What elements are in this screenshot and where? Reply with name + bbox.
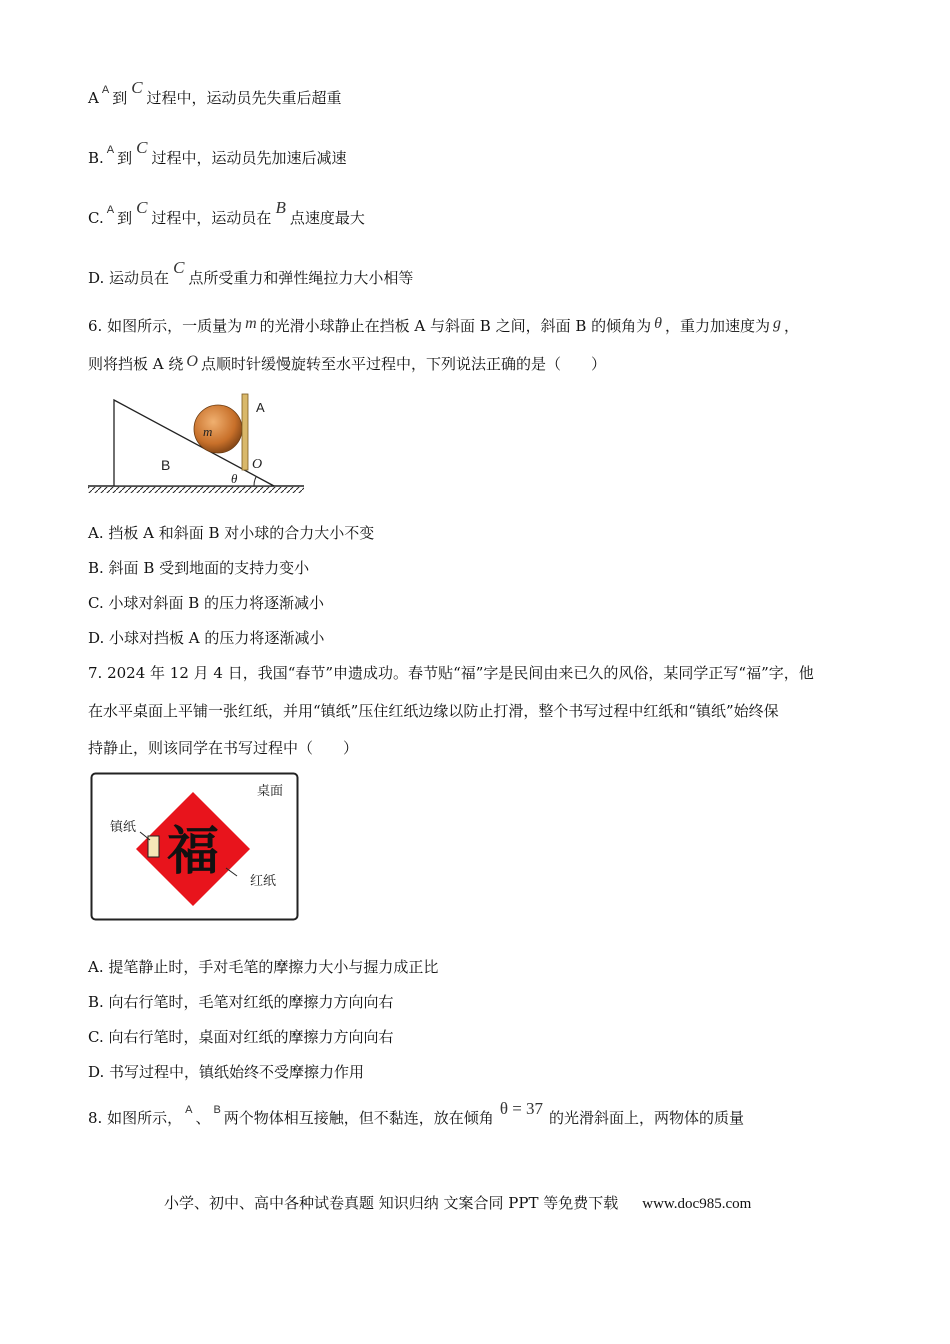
paperweight-label: 镇纸: [110, 820, 137, 835]
q5-option-d: D. 运动员在C点所受重力和弹性绳拉力大小相等: [88, 258, 414, 287]
var-c: C: [136, 138, 148, 157]
q6-option-d: D. 小球对挡板 A 的压力将逐渐减小: [88, 629, 325, 647]
var-c: C: [136, 198, 148, 217]
var-b: B: [213, 1104, 221, 1116]
q7-option-d: D. 书写过程中，镇纸始终不受摩擦力作用: [88, 1063, 365, 1081]
pivot-label-o: O: [252, 457, 263, 472]
var-a: A: [106, 144, 115, 156]
q5-option-c: C. $^A$ 到C过程中，运动员在B点速度最大: [88, 198, 365, 227]
var-a: A: [101, 84, 110, 96]
q7-option-b: B. 向右行笔时，毛笔对红纸的摩擦力方向向右: [88, 993, 394, 1011]
q7-option-a: A. 提笔静止时，手对毛笔的摩擦力大小与握力成正比: [88, 958, 439, 976]
board-a: [242, 394, 248, 470]
q6-option-b: B. 斜面 B 受到地面的支持力变小: [88, 559, 310, 577]
q6-stem-line2: 则将挡板 A 绕 O 点顺时针缓慢旋转至水平过程中，下列说法正确的是（ ）: [88, 353, 606, 373]
page-footer: 小学、初中、高中各种试卷真题 知识归纳 文案合同 PPT 等免费下载 www.doc985.com: [164, 1194, 752, 1212]
ball: [194, 405, 242, 453]
red-paper-label: 红纸: [250, 874, 277, 889]
var-c: C: [131, 78, 143, 97]
q7-stem-line1: 7. 2024 年 12 月 4 日，我国“春节”申遗成功。春节贴“福”字是民间由来已久的风俗，某同学正写“福”字，他: [88, 664, 814, 682]
fu-character: 福: [166, 821, 220, 882]
q6-stem-line1: 6. 如图所示，一质量为 m 的光滑小球静止在挡板 A 与斜面 B 之间，斜面 B 的倾角为 θ ，重力加速度为 g ，: [88, 315, 800, 335]
q5-option-b: B. $^A$ 到C过程中，运动员先加速后减速: [88, 138, 347, 167]
angle-label-theta: θ: [231, 471, 238, 486]
q7-figure: [90, 772, 300, 922]
q5-option-a: A $^A$ 到C过程中，运动员先失重后超重: [88, 78, 342, 107]
var-a: A: [185, 1104, 193, 1116]
board-label-a: A: [256, 400, 265, 415]
footer-link[interactable]: www.doc985.com: [642, 1196, 752, 1212]
q7-stem-line2: 在水平桌面上平铺一张红纸，并用“镇纸”压住红纸边缘以防止打滑，整个书写过程中红纸和“镇纸”始终保: [88, 702, 779, 720]
angle-equation: θ = 37: [499, 1099, 544, 1118]
incline-b: [114, 400, 274, 486]
ground-hatch: [88, 487, 304, 493]
q7-stem-line3: 持静止，则该同学在书写过程中（ ）: [88, 739, 359, 757]
desk-label: 桌面: [257, 784, 284, 799]
q6-figure: [86, 388, 308, 496]
q6-option-a: A. 挡板 A 和斜面 B 对小球的合力大小不变: [88, 524, 375, 542]
var-a: A: [106, 204, 115, 216]
ball-label-m: m: [203, 424, 213, 439]
var-b: B: [275, 198, 286, 217]
q6-option-c: C. 小球对斜面 B 的压力将逐渐减小: [88, 594, 325, 612]
q8-stem: 8. 如图所示， $^A$ 、 $^B$ 两个物体相互接触，但不黏连，放在倾角 θ = 37 的光滑斜面上，两物体的质量: [88, 1099, 745, 1127]
incline-label-b: B: [161, 457, 171, 473]
q7-option-c: C. 向右行笔时，桌面对红纸的摩擦力方向向右: [88, 1028, 394, 1046]
var-c: C: [173, 258, 185, 277]
